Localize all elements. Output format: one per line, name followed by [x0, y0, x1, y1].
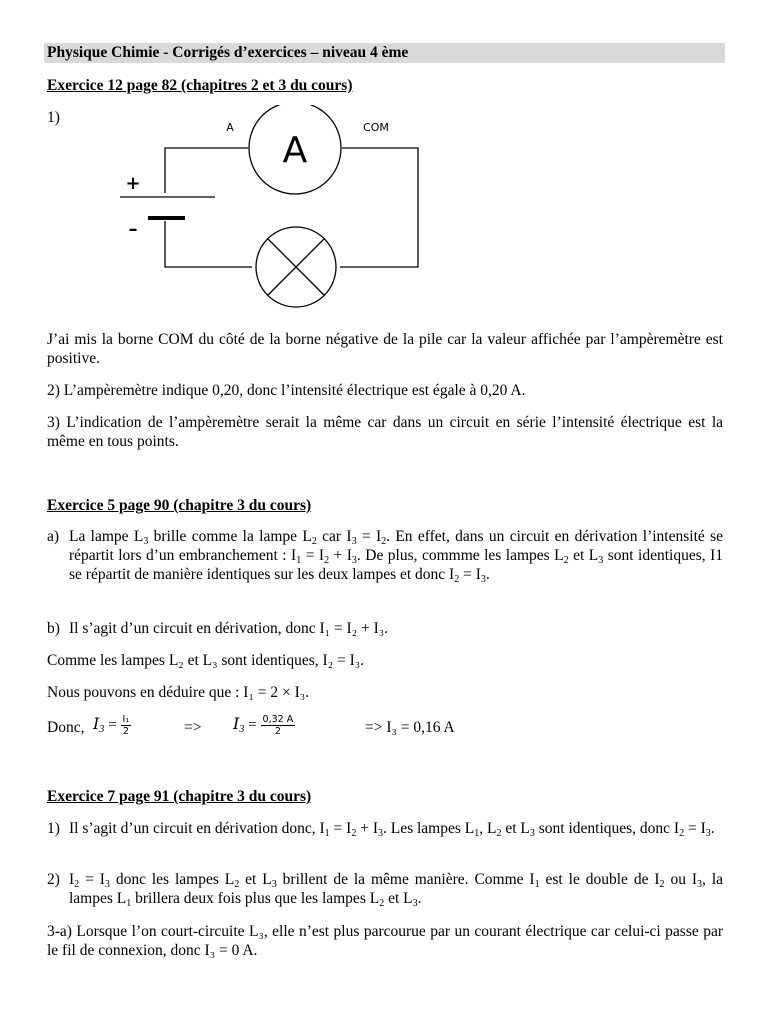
ex7-q1-text: Il s’agit d’un circuit en dérivation donc, $I_1 = I_2 + I_3$. Les lampes $L_1$, $L_2$ et $L_3$ sont identiques, donc $I_2 = I_3$.: [69, 820, 715, 839]
minus-sign: –: [128, 219, 138, 240]
formula-1: $I_3$ = $\frac{\text{I₁}}{2}$: [93, 714, 130, 737]
page-header: Physique Chimie - Corrigés d’exercices – niveau 4 ème: [44, 43, 725, 63]
ex5-formula-line: [47, 709, 723, 745]
ex7-q2-number: 2): [47, 871, 60, 888]
ex12-paragraph-3: 3) L’indication de l’ampèremètre serait la même car dans un circuit en série l’intensité électrique est la même en tous points.: [47, 414, 723, 450]
plus-sign: +: [125, 173, 141, 194]
ex12-paragraph-1: J’ai mis la borne COM du côté de la borne négative de la pile car la valeur affichée par l’ampèremètre est positive.: [47, 331, 723, 367]
wire-top-left: [165, 148, 248, 193]
ex7-answer-2: [47, 870, 723, 908]
ex5-b-text: Il s’agit d’un circuit en dérivation, donc I₁ = I₂ + I₃.: [69, 620, 389, 637]
ex5-line-identical: Comme les lampes L₂ et L₃ sont identiques, I₂ = I₃.: [47, 652, 365, 669]
formula-1-numerator: I₁: [122, 714, 130, 725]
ex12-paragraph-2: 2) L’ampèremètre indique 0,20, donc l’intensité électrique est égale à 0,20 A.: [47, 382, 526, 399]
formula-2: $I_3$ = $\frac{0,32 A}{2}$: [233, 714, 294, 737]
ex5-title: Exercice 5 page 90 (chapitre 3 du cours): [47, 497, 312, 514]
ex5-answer-b: [47, 619, 723, 638]
ex7-q2-text: $I_2 = I_3$ donc les lampes $L_2$ et $L_3$ brillent de la même manière. Comme $I_1$ est le double de $I_2$ ou $I_3$, la lampes $L_1$ brillera deux fois plus que les lampes $L_2$ et $L_3$.: [69, 871, 724, 909]
ex5-line-deduce: Nous pouvons en déduire que : I₁ = 2 × I₃.: [47, 684, 310, 701]
ex7-title: Exercice 7 page 91 (chapitre 3 du cours): [47, 788, 312, 805]
arrow-1: =>: [184, 719, 202, 736]
formula-2-denominator: 2: [274, 726, 281, 737]
ex5-result: => I₃ = 0,16 A: [365, 719, 455, 736]
wire-right: [340, 148, 418, 267]
terminal-com-label: COM: [363, 121, 389, 134]
ex12-q1-number: 1): [47, 109, 60, 126]
wire-bottom-left: [165, 221, 252, 267]
ex5-b-number: b): [47, 620, 60, 637]
ex7-q1-number: 1): [47, 820, 60, 837]
ammeter-symbol: A: [282, 130, 308, 171]
ex7-paragraph-3a: 3-a) Lorsque l’on court-circuite L₃, elle n’est plus parcourue par un courant électrique car celui-ci passe par le fil de connexion, donc I₃ = 0 A.: [47, 923, 723, 959]
ex5-a-number: a): [47, 528, 60, 545]
formula-1-denominator: 2: [122, 726, 129, 737]
ex7-answer-1: [47, 819, 723, 838]
formula-2-numerator: 0,32 A: [262, 714, 294, 725]
terminal-a-label: A: [226, 121, 234, 134]
ex5-donc-label: Donc,: [47, 719, 85, 736]
ex12-title: Exercice 12 page 82 (chapitres 2 et 3 du cours): [47, 77, 353, 94]
ex5-answer-a: [47, 527, 723, 584]
circuit-diagram: [100, 105, 430, 320]
ex5-a-text: La lampe $L_3$ brille comme la lampe $L_2$ car $I_3 = I_2$. En effet, dans un circuit en dérivation l’intensité se répartit lors d’un embranchement : $I_1 = I_2 + I_3$. De plus, commme les lampes $L_2$ et $L_3$ sont identiques, I1 se répartit de manière identiques sur les deux lampes et donc $I_2 = I_3$.: [69, 528, 723, 585]
